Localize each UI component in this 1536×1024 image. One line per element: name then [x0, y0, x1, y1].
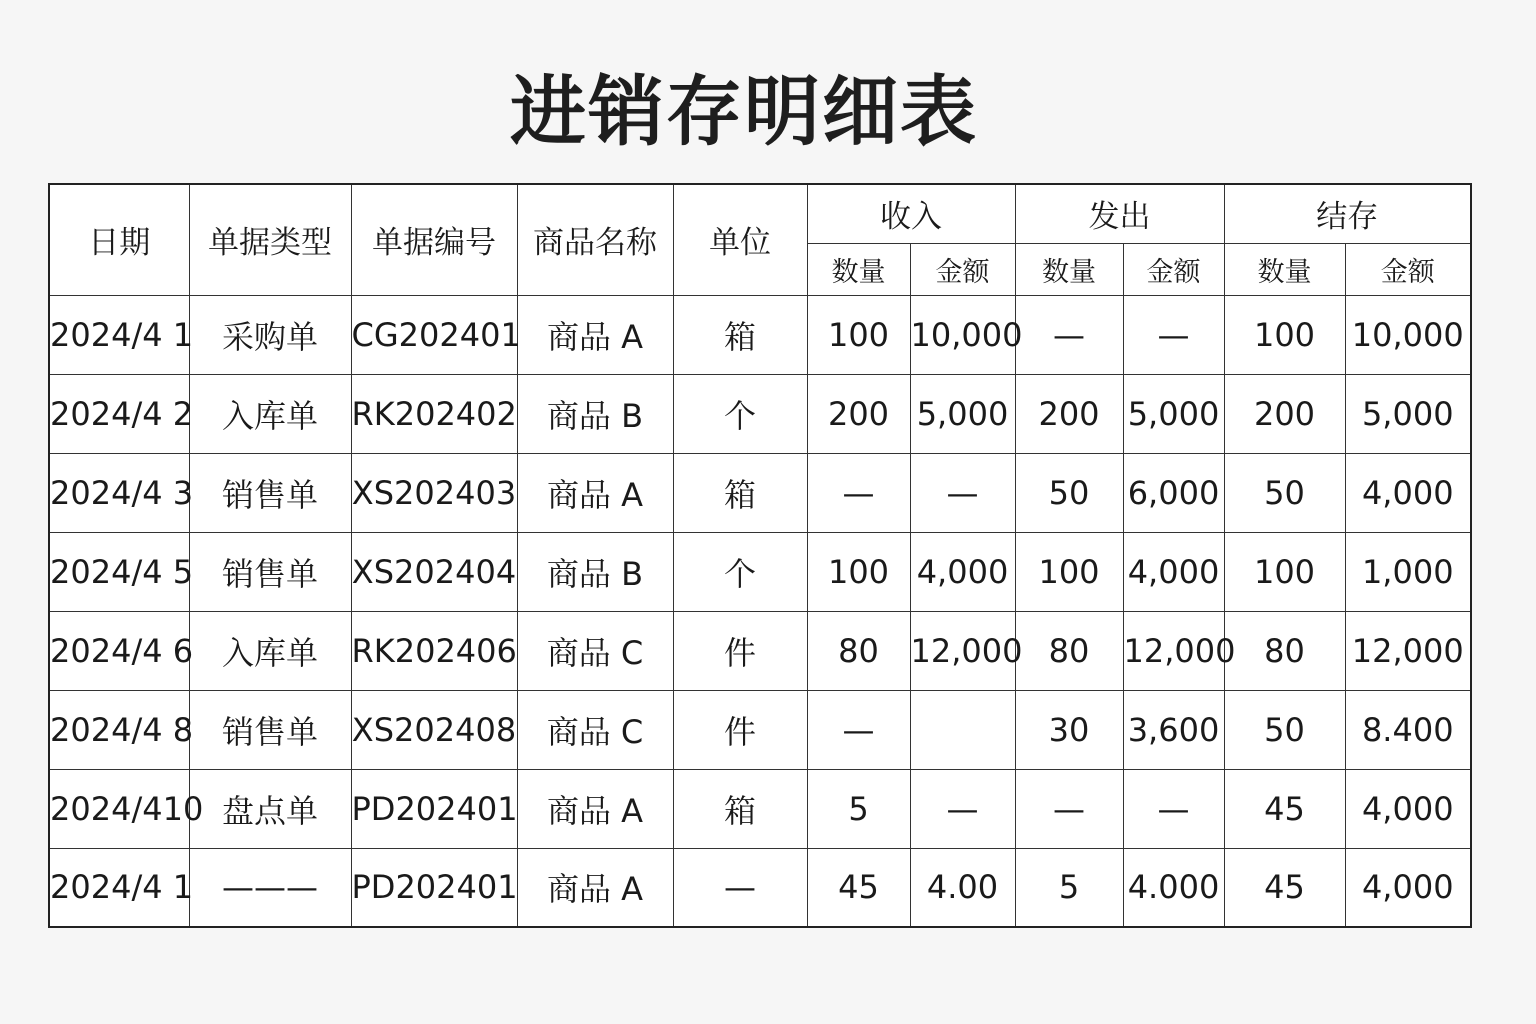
- cell-product: 商品 C: [517, 611, 673, 690]
- cell-in-amount: 4.00: [910, 848, 1015, 927]
- cell-balance-amount: 8.400: [1345, 690, 1471, 769]
- table-row: [49, 690, 1471, 769]
- cell-out-qty: 30: [1015, 690, 1123, 769]
- cell-balance-amount: 10,000: [1345, 295, 1471, 374]
- cell-unit: 箱: [673, 769, 807, 848]
- cell-balance-qty: 80: [1224, 611, 1345, 690]
- cell-out-amount: 5,000: [1123, 374, 1224, 453]
- cell-doc-no: PD202401: [351, 769, 517, 848]
- cell-unit: 件: [673, 690, 807, 769]
- cell-balance-amount: 4,000: [1345, 769, 1471, 848]
- header-product: 商品名称: [517, 184, 673, 295]
- cell-out-amount: 12,000: [1123, 611, 1224, 690]
- cell-in-amount: 10,000: [910, 295, 1015, 374]
- cell-out-amount: 3,600: [1123, 690, 1224, 769]
- table-row: [49, 611, 1471, 690]
- header-date: 日期: [49, 184, 189, 295]
- cell-out-qty: —: [1015, 769, 1123, 848]
- header-balance: 结存: [1224, 184, 1471, 243]
- cell-balance-qty: 45: [1224, 848, 1345, 927]
- cell-doc-no: PD202401: [351, 848, 517, 927]
- cell-out-qty: 50: [1015, 453, 1123, 532]
- cell-doc-type: 采购单: [189, 295, 351, 374]
- cell-balance-amount: 4,000: [1345, 453, 1471, 532]
- cell-balance-amount: 12,000: [1345, 611, 1471, 690]
- header-unit: 单位: [673, 184, 807, 295]
- cell-product: 商品 C: [517, 690, 673, 769]
- cell-in-amount: [910, 690, 1015, 769]
- cell-in-qty: 80: [807, 611, 910, 690]
- cell-doc-no: RK202406: [351, 611, 517, 690]
- cell-doc-no: XS202408: [351, 690, 517, 769]
- cell-date: 2024/4 6: [49, 611, 189, 690]
- cell-product: 商品 A: [517, 769, 673, 848]
- cell-doc-no: XS202403: [351, 453, 517, 532]
- cell-in-amount: 12,000: [910, 611, 1015, 690]
- header-out-qty: 数量: [1015, 243, 1123, 295]
- cell-unit: 箱: [673, 453, 807, 532]
- cell-out-qty: 200: [1015, 374, 1123, 453]
- cell-product: 商品 B: [517, 532, 673, 611]
- cell-date: 2024/410: [49, 769, 189, 848]
- cell-doc-type: 盘点单: [189, 769, 351, 848]
- cell-unit: 个: [673, 374, 807, 453]
- cell-out-amount: 4.000: [1123, 848, 1224, 927]
- cell-in-amount: 4,000: [910, 532, 1015, 611]
- cell-unit: 箱: [673, 295, 807, 374]
- page-title: 进销存明细表: [510, 67, 978, 156]
- cell-in-qty: —: [807, 690, 910, 769]
- cell-out-qty: —: [1015, 295, 1123, 374]
- cell-date: 2024/4 1: [49, 848, 189, 927]
- header-doc-no: 单据编号: [351, 184, 517, 295]
- cell-in-qty: 200: [807, 374, 910, 453]
- cell-balance-qty: 50: [1224, 690, 1345, 769]
- cell-balance-qty: 100: [1224, 532, 1345, 611]
- cell-in-amount: 5,000: [910, 374, 1015, 453]
- cell-product: 商品 A: [517, 295, 673, 374]
- cell-balance-qty: 100: [1224, 295, 1345, 374]
- header-in: 收入: [807, 184, 1015, 243]
- header-balance-amount: 金额: [1345, 243, 1471, 295]
- cell-doc-type: 销售单: [189, 453, 351, 532]
- cell-balance-amount: 1,000: [1345, 532, 1471, 611]
- header-in-qty: 数量: [807, 243, 910, 295]
- cell-out-amount: —: [1123, 769, 1224, 848]
- table-row: [49, 453, 1471, 532]
- cell-doc-type: 销售单: [189, 532, 351, 611]
- cell-balance-qty: 45: [1224, 769, 1345, 848]
- cell-doc-type: 入库单: [189, 374, 351, 453]
- header-out-amount: 金额: [1123, 243, 1224, 295]
- cell-in-qty: 100: [807, 295, 910, 374]
- cell-product: 商品 A: [517, 848, 673, 927]
- cell-unit: —: [673, 848, 807, 927]
- table-row: [49, 295, 1471, 374]
- table-row: [49, 769, 1471, 848]
- table-row: [49, 532, 1471, 611]
- cell-date: 2024/4 2: [49, 374, 189, 453]
- cell-in-qty: 5: [807, 769, 910, 848]
- cell-date: 2024/4 8: [49, 690, 189, 769]
- cell-product: 商品 A: [517, 453, 673, 532]
- header-in-amount: 金额: [910, 243, 1015, 295]
- header-out: 发出: [1015, 184, 1224, 243]
- cell-out-amount: 4,000: [1123, 532, 1224, 611]
- cell-out-amount: —: [1123, 295, 1224, 374]
- cell-out-qty: 100: [1015, 532, 1123, 611]
- cell-doc-no: XS202404: [351, 532, 517, 611]
- cell-date: 2024/4 3: [49, 453, 189, 532]
- cell-balance-amount: 4,000: [1345, 848, 1471, 927]
- cell-out-amount: 6,000: [1123, 453, 1224, 532]
- cell-out-qty: 5: [1015, 848, 1123, 927]
- table-row: [49, 848, 1471, 927]
- cell-unit: 个: [673, 532, 807, 611]
- cell-balance-amount: 5,000: [1345, 374, 1471, 453]
- cell-date: 2024/4 5: [49, 532, 189, 611]
- cell-doc-no: RK202402: [351, 374, 517, 453]
- cell-in-amount: —: [910, 453, 1015, 532]
- header-doc-type: 单据类型: [189, 184, 351, 295]
- inventory-table: [48, 183, 1472, 928]
- cell-doc-type: 入库单: [189, 611, 351, 690]
- cell-product: 商品 B: [517, 374, 673, 453]
- cell-date: 2024/4 1: [49, 295, 189, 374]
- table-row: [49, 374, 1471, 453]
- cell-out-qty: 80: [1015, 611, 1123, 690]
- cell-doc-type: 销售单: [189, 690, 351, 769]
- cell-in-amount: —: [910, 769, 1015, 848]
- header-balance-qty: 数量: [1224, 243, 1345, 295]
- cell-doc-no: CG202401: [351, 295, 517, 374]
- cell-in-qty: —: [807, 453, 910, 532]
- cell-balance-qty: 200: [1224, 374, 1345, 453]
- cell-balance-qty: 50: [1224, 453, 1345, 532]
- cell-unit: 件: [673, 611, 807, 690]
- cell-doc-type: ———: [189, 848, 351, 927]
- header-row-top: [49, 184, 1471, 243]
- cell-in-qty: 45: [807, 848, 910, 927]
- cell-in-qty: 100: [807, 532, 910, 611]
